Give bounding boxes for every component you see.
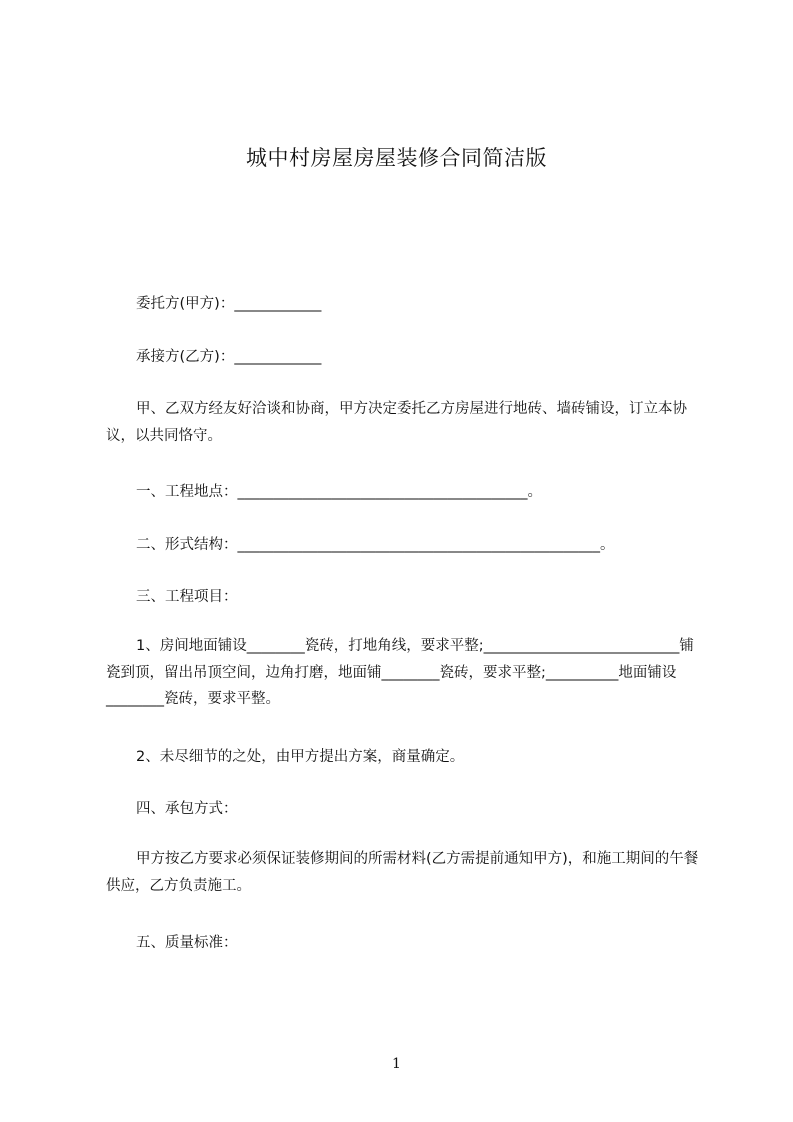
section-1-location: 一、工程地点：________________________________________。 bbox=[136, 484, 542, 500]
page-number: 1 bbox=[392, 1056, 401, 1072]
section-5-heading: 五、质量标准： bbox=[136, 935, 238, 951]
party-a-line: 委托方(甲方)：____________ bbox=[136, 296, 322, 312]
project-item-2: 2、未尽细节的之处，由甲方提出方案，商量确定。 bbox=[136, 749, 465, 765]
section-3-heading: 三、工程项目： bbox=[136, 589, 238, 605]
intro-paragraph: 甲、乙双方经友好洽谈和协商，甲方决定委托乙方房屋进行地砖、墙砖铺设，订立本协议，以共同恪守。 bbox=[106, 401, 687, 444]
document-title: 城中村房屋房屋装修合同简洁版 bbox=[246, 146, 547, 170]
contract-mode-paragraph: 甲方按乙方要求必须保证装修期间的所需材料(乙方需提前通知甲方)，和施工期间的午餐供应，乙方负责施工。 bbox=[106, 851, 699, 894]
section-4-heading: 四、承包方式： bbox=[136, 801, 238, 817]
section-2-structure: 二、形式结构：__________________________________________________。 bbox=[136, 537, 615, 553]
party-b-line: 承接方(乙方)：____________ bbox=[136, 349, 322, 365]
project-item-1: 1、房间地面铺设________瓷砖，打地角线，要求平整;___________________________铺瓷到顶，留出吊顶空间，边角打磨，地面铺________瓷砖，要求平整;__________地面铺设________瓷砖，要求平整。 bbox=[106, 638, 694, 707]
